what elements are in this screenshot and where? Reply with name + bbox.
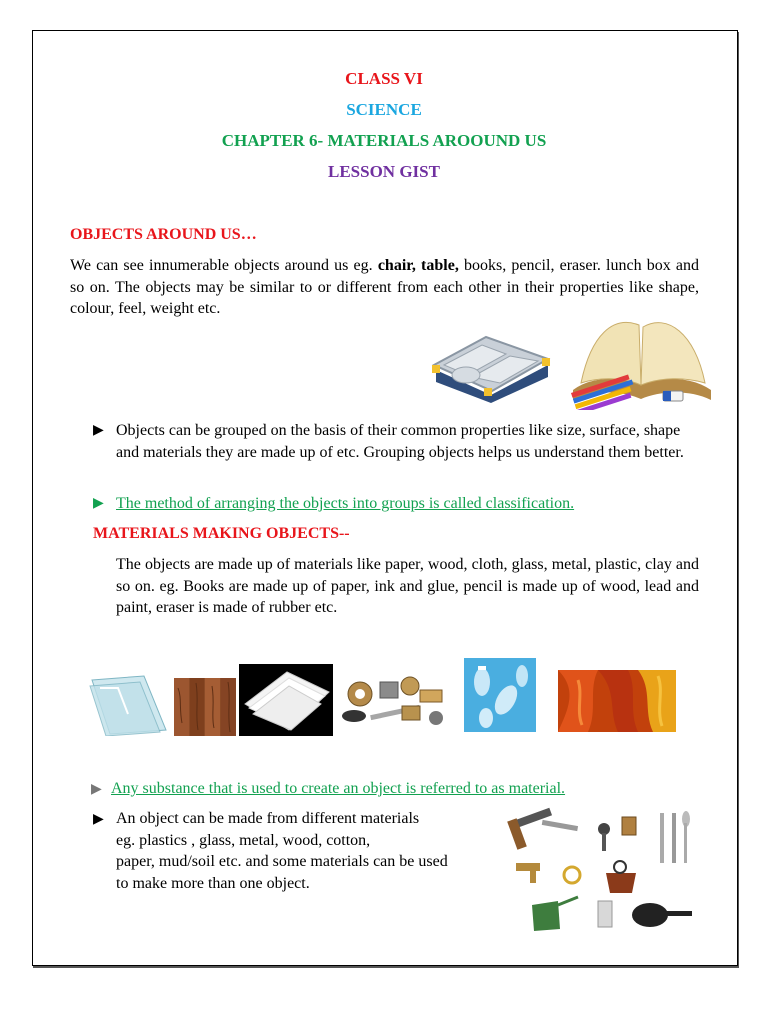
gray-pointer-icon: ▶ [91, 782, 102, 797]
section-heading-objects: OBJECTS AROUND US… [70, 226, 257, 243]
metal-parts-image [340, 666, 458, 730]
different-materials-line-1: An object can be made from different materials [116, 810, 420, 827]
cloth-yarn-image [558, 670, 676, 732]
material-definition-bullet: Any substance that is used to create an object is referred to as material. [111, 780, 566, 797]
book-crayons-image [563, 305, 718, 410]
bullet-pointer-icon: ▶ [93, 423, 104, 438]
green-pointer-icon: ▶ [93, 496, 104, 511]
objects-paragraph-rest: books, pencil, eraser. lunch box and so on. The objects may be similar to or different from each other in their properties like shape, colour, feel, weight etc. [70, 257, 700, 317]
different-materials-line-3: paper, mud/soil etc. and some materials can be used [116, 853, 448, 870]
paper-image [239, 664, 333, 736]
plastic-bottles-image [464, 658, 536, 732]
different-materials-line-4: to make more than one object. [116, 874, 310, 892]
wood-image [174, 678, 236, 736]
class-title: CLASS VI [345, 69, 423, 88]
lunch-box-image [426, 325, 556, 405]
glass-image [88, 674, 170, 736]
grouping-bullet: Objects can be grouped on the basis of their common properties like size, surface, shape and materials they are made up of etc. Grouping objects helps us understand them better. [116, 422, 684, 461]
objects-paragraph-bold: chair, table, [377, 257, 459, 274]
materials-paragraph: The objects are made up of materials like paper, wood, cloth, glass, metal, plastic, clay and so on. eg. Books are made up of paper, ink and glue, pencil is made up of wood, lead and paint, eraser is made of rubber etc. [116, 556, 699, 616]
lesson-gist-title: LESSON GIST [328, 162, 440, 181]
different-materials-bullet [116, 808, 496, 894]
bullet-pointer-icon: ▶ [93, 812, 104, 827]
subject-title: SCIENCE [346, 100, 422, 119]
different-materials-line-2: eg. plastics , glass, metal, wood, cotton, [116, 831, 371, 849]
objects-collage-image [502, 805, 698, 935]
chapter-title: CHAPTER 6- MATERIALS AROOUND US [221, 131, 547, 150]
section-heading-materials: MATERIALS MAKING OBJECTS-- [93, 525, 350, 542]
classification-bullet: The method of arranging the objects into groups is called classification. [116, 495, 575, 512]
objects-paragraph-text: We can see innumerable objects around us eg. [70, 257, 378, 274]
